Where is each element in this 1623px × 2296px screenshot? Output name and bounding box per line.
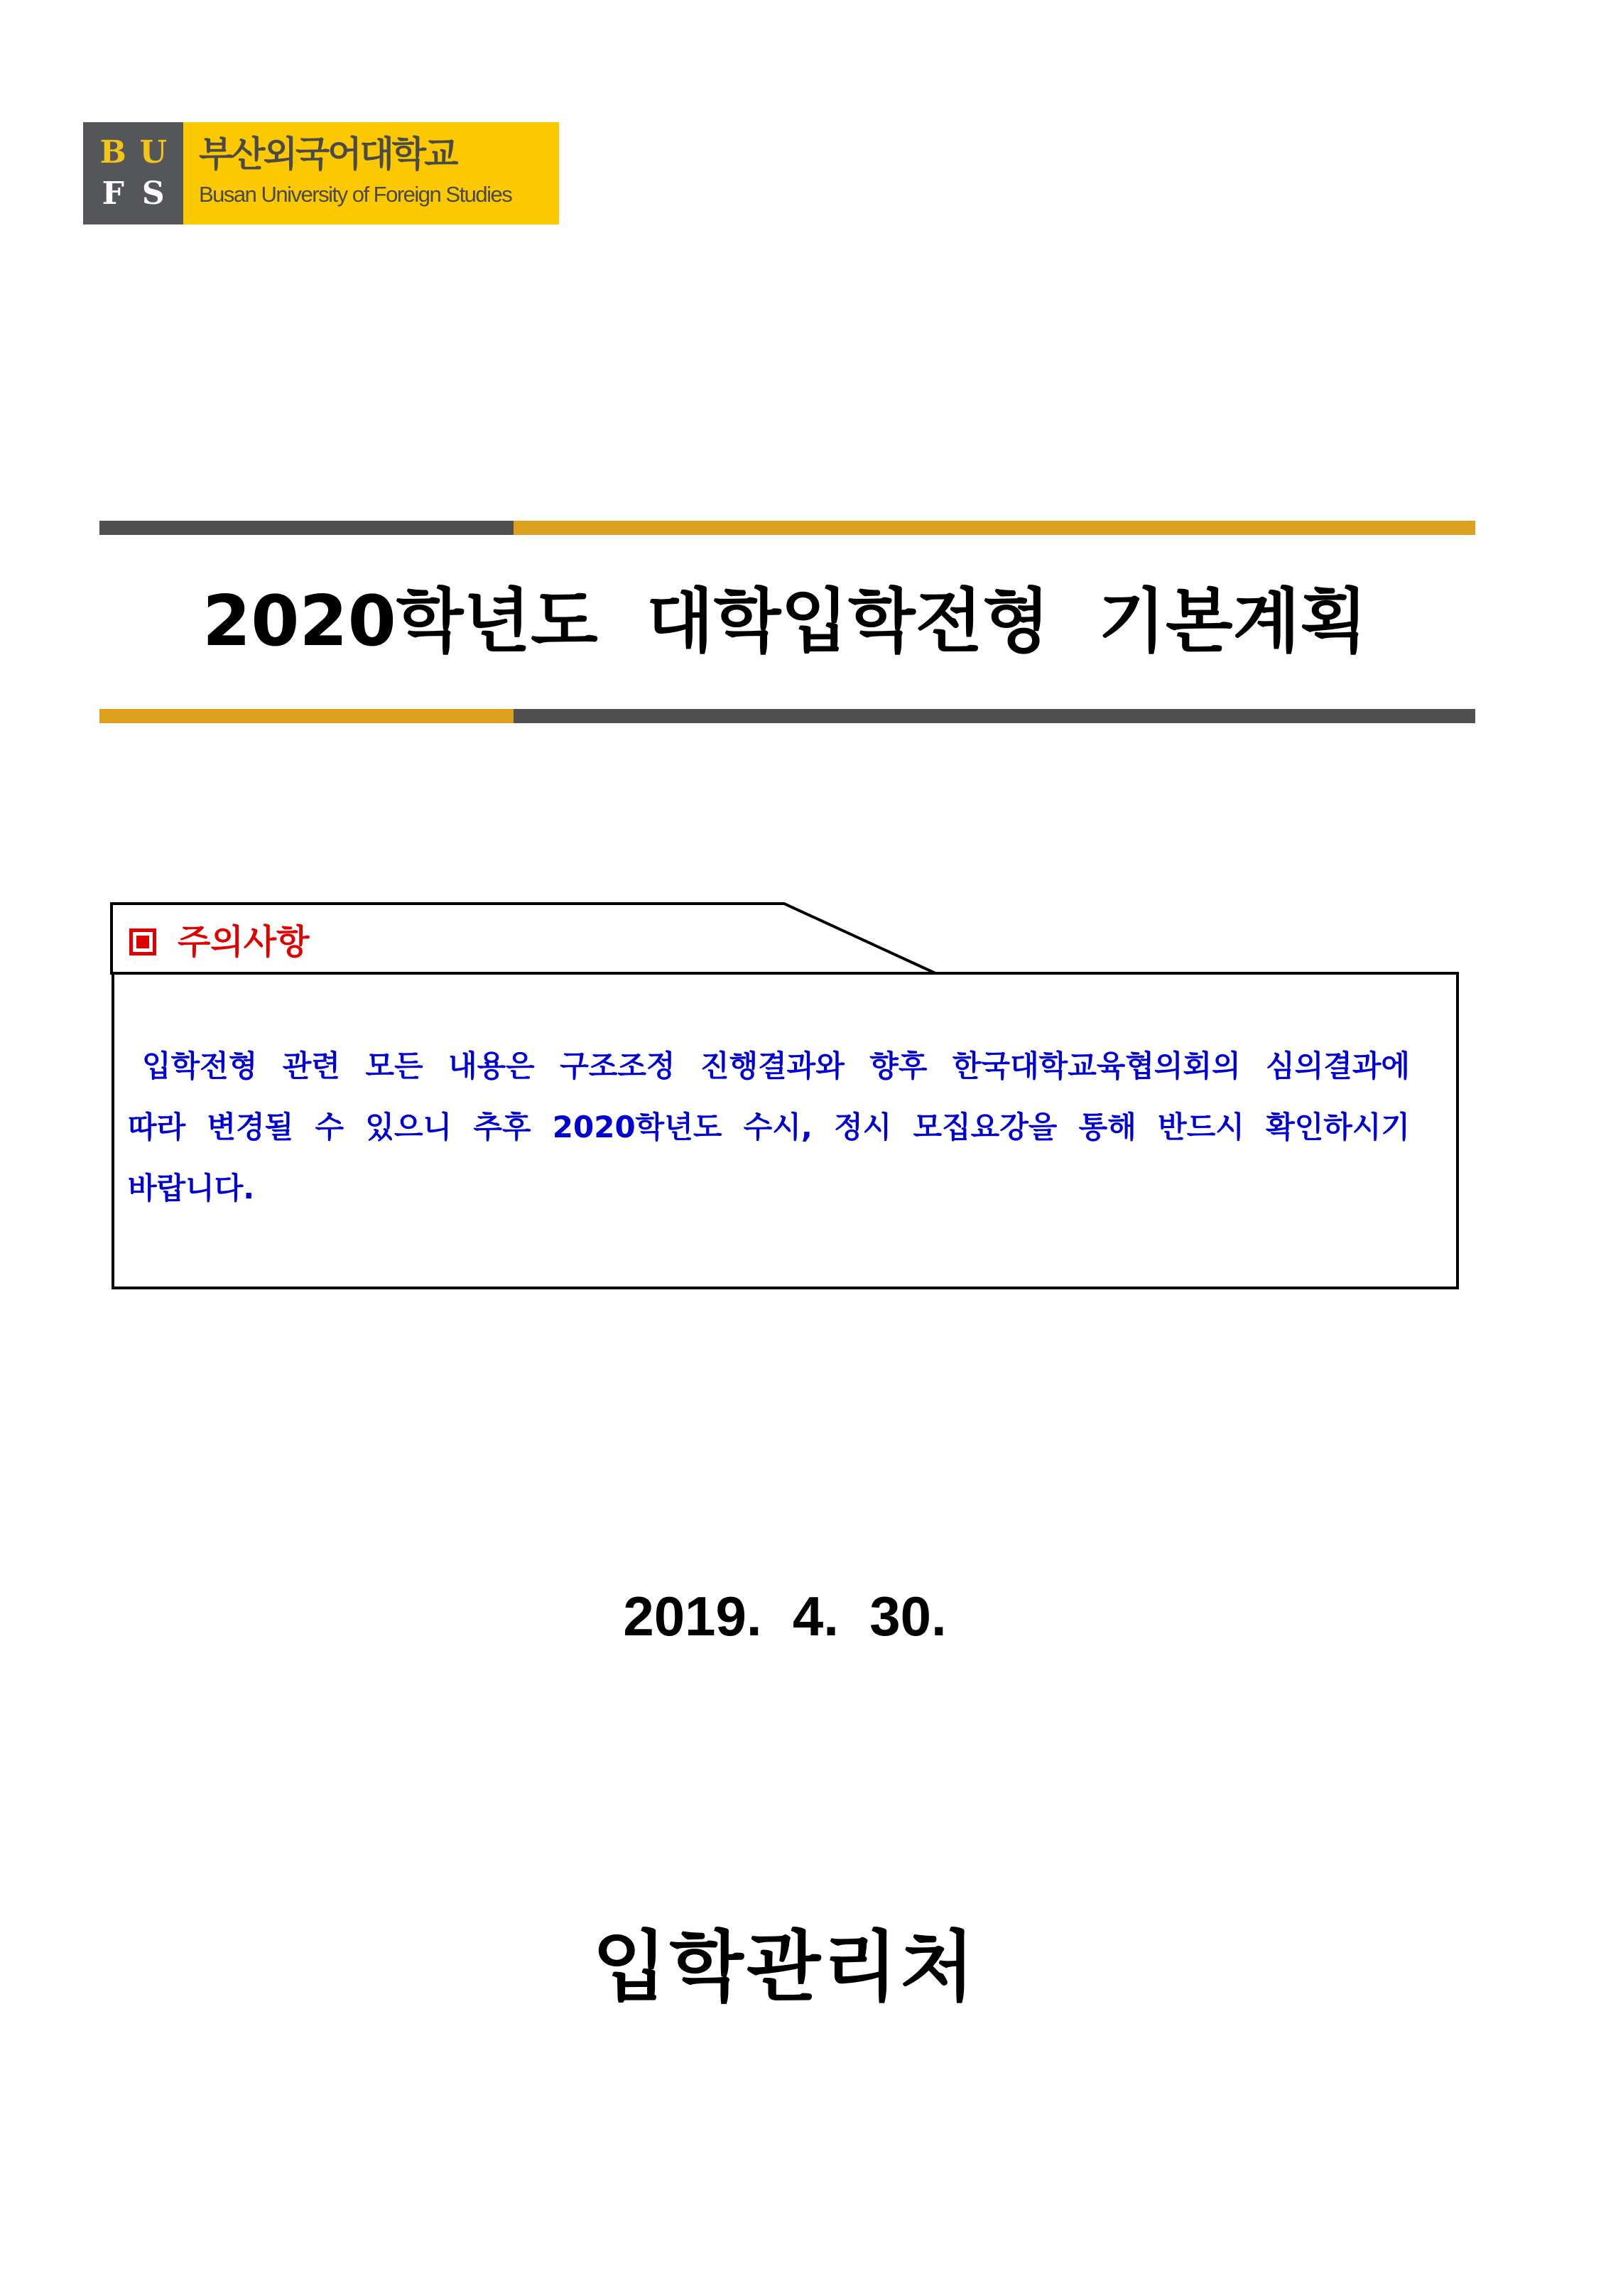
title-top-rule [99, 521, 1475, 535]
logo-letter-b: B [99, 134, 126, 170]
logo-name-korean: 부산외국어대학교 [199, 134, 457, 175]
notice-body-text: 입학전형 관련 모든 내용은 구조조정 진행결과와 향후 한국대학교육협의회의 심의결과에 따라 변경될 수 있으니 추후 2020학년도 수시, 정시 모집요강을 통해 반드시 확인하시기 바랍니다. [128, 1049, 1410, 1206]
logo-wordmark [183, 122, 559, 224]
logo-letter-f: F [102, 175, 124, 212]
square-bullet-icon [129, 928, 156, 955]
title-bottom-rule [99, 709, 1475, 723]
document-title: 2020학년도 대학입학전형 기본계획 [202, 581, 1367, 662]
rule-segment-gold [99, 709, 514, 723]
rule-segment-gold [514, 521, 1475, 535]
university-logo [83, 122, 559, 224]
rule-segment-dark [99, 521, 514, 535]
logo-mark [83, 122, 183, 224]
logo-letter-s: S [141, 175, 165, 212]
rule-segment-dark [514, 709, 1475, 723]
logo-letter-u: U [139, 134, 167, 170]
notice-heading-label: 주의사항 [178, 922, 310, 962]
logo-name-english: Busan University of Foreign Studies [199, 182, 512, 207]
issuing-office: 입학관리처 [592, 1923, 977, 2012]
notice-heading [129, 920, 309, 964]
document-date: 2019. 4. 30. [623, 1585, 947, 1647]
